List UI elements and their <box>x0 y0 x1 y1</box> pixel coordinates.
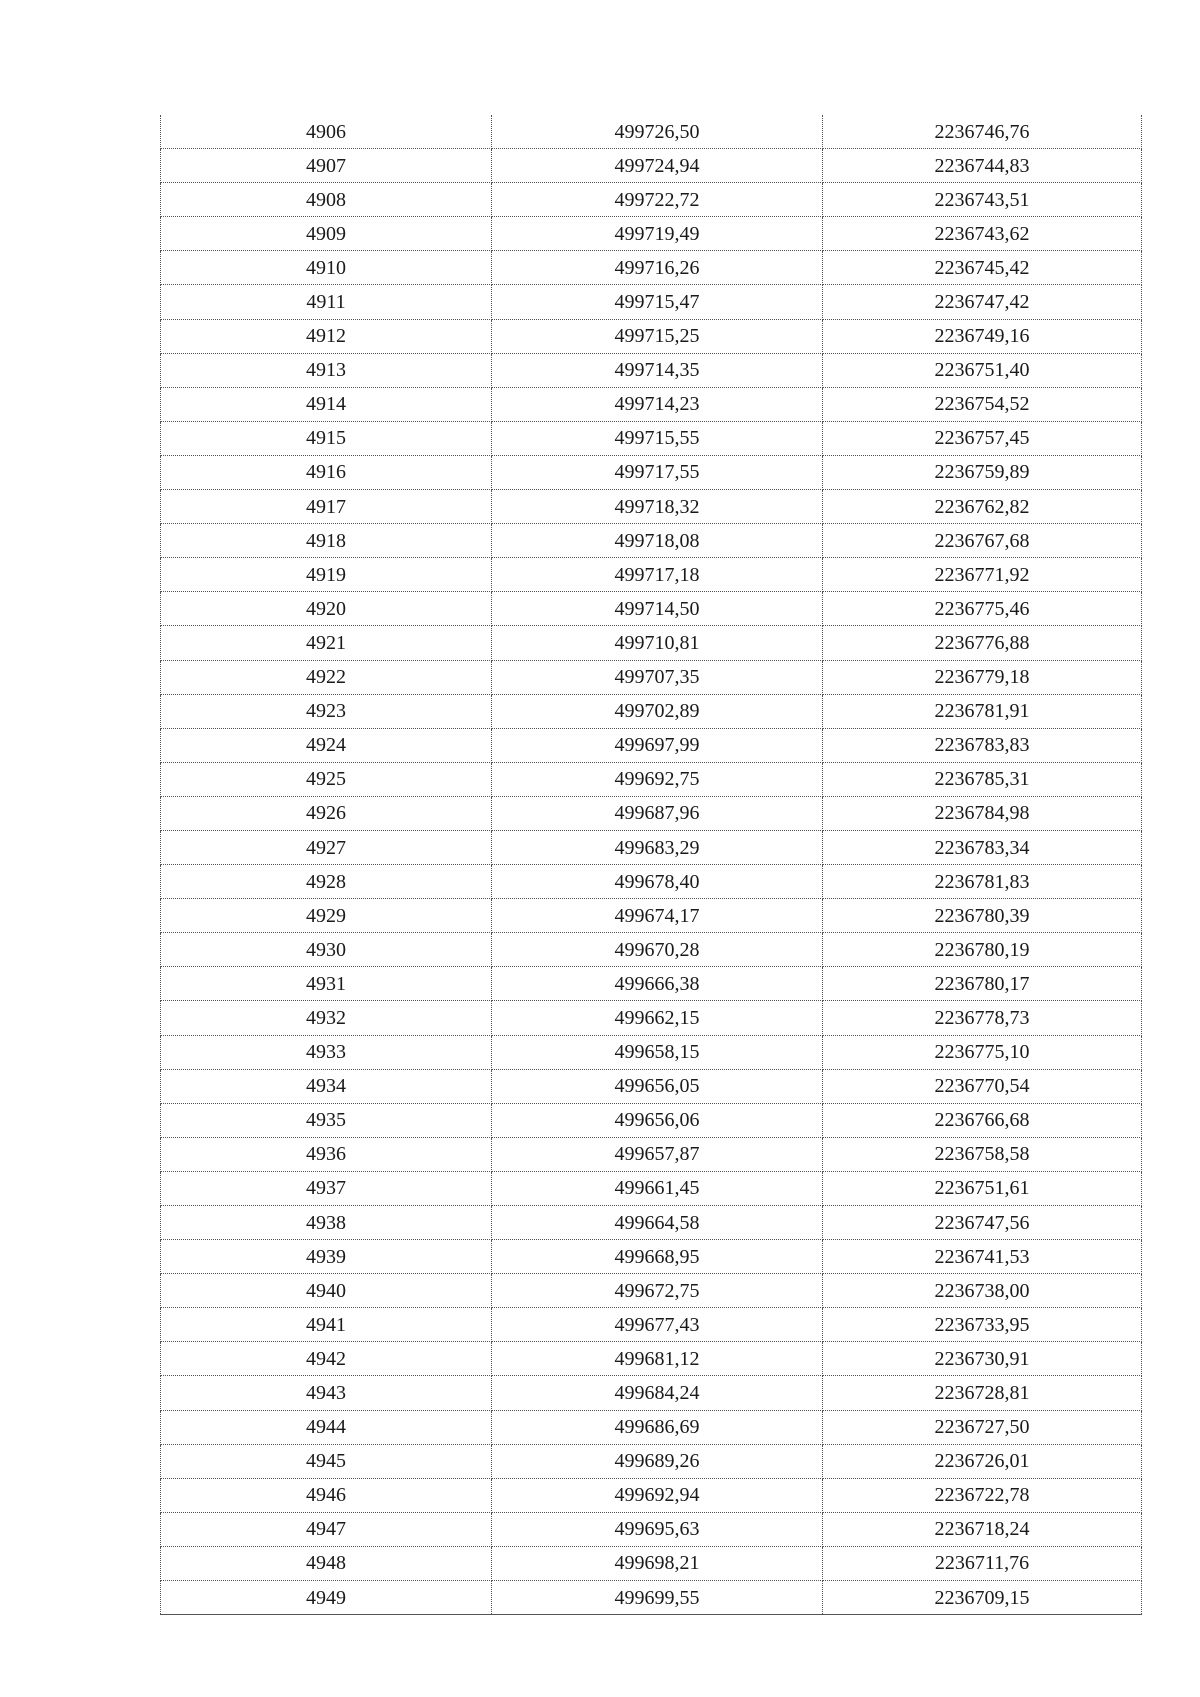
x-coordinate-cell: 499726,50 <box>492 115 823 149</box>
y-coordinate-cell: 2236722,78 <box>823 1478 1142 1512</box>
x-coordinate-cell: 499678,40 <box>492 865 823 899</box>
table-row <box>161 762 1142 796</box>
y-coordinate-cell: 2236783,83 <box>823 728 1142 762</box>
table-row <box>161 353 1142 387</box>
y-coordinate-cell: 2236711,76 <box>823 1546 1142 1580</box>
point-number-cell: 4929 <box>161 899 492 933</box>
y-coordinate-cell: 2236747,56 <box>823 1206 1142 1240</box>
table-row <box>161 285 1142 319</box>
x-coordinate-cell: 499656,06 <box>492 1103 823 1137</box>
y-coordinate-cell: 2236751,61 <box>823 1171 1142 1205</box>
point-number-cell: 4912 <box>161 319 492 353</box>
x-coordinate-cell: 499716,26 <box>492 251 823 285</box>
y-coordinate-cell: 2236775,46 <box>823 592 1142 626</box>
table-row <box>161 796 1142 830</box>
point-number-cell: 4933 <box>161 1035 492 1069</box>
table-row <box>161 592 1142 626</box>
table-row <box>161 626 1142 660</box>
table-row <box>161 1206 1142 1240</box>
table-row <box>161 387 1142 421</box>
y-coordinate-cell: 2236726,01 <box>823 1444 1142 1478</box>
x-coordinate-cell: 499666,38 <box>492 967 823 1001</box>
y-coordinate-cell: 2236779,18 <box>823 660 1142 694</box>
table-row <box>161 1035 1142 1069</box>
point-number-cell: 4928 <box>161 865 492 899</box>
x-coordinate-cell: 499714,50 <box>492 592 823 626</box>
x-coordinate-cell: 499722,72 <box>492 183 823 217</box>
table-row <box>161 558 1142 592</box>
point-number-cell: 4939 <box>161 1240 492 1274</box>
x-coordinate-cell: 499683,29 <box>492 830 823 864</box>
point-number-cell: 4932 <box>161 1001 492 1035</box>
y-coordinate-cell: 2236781,91 <box>823 694 1142 728</box>
x-coordinate-cell: 499715,25 <box>492 319 823 353</box>
point-number-cell: 4915 <box>161 421 492 455</box>
table-row <box>161 1512 1142 1546</box>
x-coordinate-cell: 499657,87 <box>492 1137 823 1171</box>
y-coordinate-cell: 2236775,10 <box>823 1035 1142 1069</box>
table-row <box>161 1376 1142 1410</box>
point-number-cell: 4942 <box>161 1342 492 1376</box>
point-number-cell: 4949 <box>161 1581 492 1615</box>
y-coordinate-cell: 2236780,17 <box>823 967 1142 1001</box>
x-coordinate-cell: 499664,58 <box>492 1206 823 1240</box>
y-coordinate-cell: 2236771,92 <box>823 558 1142 592</box>
point-number-cell: 4921 <box>161 626 492 660</box>
point-number-cell: 4922 <box>161 660 492 694</box>
point-number-cell: 4916 <box>161 455 492 489</box>
y-coordinate-cell: 2236730,91 <box>823 1342 1142 1376</box>
table-row <box>161 455 1142 489</box>
table-row <box>161 1001 1142 1035</box>
y-coordinate-cell: 2236754,52 <box>823 387 1142 421</box>
y-coordinate-cell: 2236770,54 <box>823 1069 1142 1103</box>
y-coordinate-cell: 2236780,19 <box>823 933 1142 967</box>
table-row <box>161 1274 1142 1308</box>
table-row <box>161 1103 1142 1137</box>
point-number-cell: 4924 <box>161 728 492 762</box>
y-coordinate-cell: 2236767,68 <box>823 524 1142 558</box>
y-coordinate-cell: 2236718,24 <box>823 1512 1142 1546</box>
y-coordinate-cell: 2236749,16 <box>823 319 1142 353</box>
point-number-cell: 4911 <box>161 285 492 319</box>
point-number-cell: 4930 <box>161 933 492 967</box>
point-number-cell: 4909 <box>161 217 492 251</box>
x-coordinate-cell: 499698,21 <box>492 1546 823 1580</box>
x-coordinate-cell: 499717,55 <box>492 455 823 489</box>
x-coordinate-cell: 499689,26 <box>492 1444 823 1478</box>
x-coordinate-cell: 499661,45 <box>492 1171 823 1205</box>
table-row <box>161 899 1142 933</box>
table-row <box>161 865 1142 899</box>
table-row <box>161 490 1142 524</box>
point-number-cell: 4943 <box>161 1376 492 1410</box>
point-number-cell: 4947 <box>161 1512 492 1546</box>
x-coordinate-cell: 499715,55 <box>492 421 823 455</box>
x-coordinate-cell: 499662,15 <box>492 1001 823 1035</box>
point-number-cell: 4914 <box>161 387 492 421</box>
table-row <box>161 1444 1142 1478</box>
x-coordinate-cell: 499710,81 <box>492 626 823 660</box>
x-coordinate-cell: 499658,15 <box>492 1035 823 1069</box>
point-number-cell: 4938 <box>161 1206 492 1240</box>
x-coordinate-cell: 499715,47 <box>492 285 823 319</box>
y-coordinate-cell: 2236745,42 <box>823 251 1142 285</box>
table-row <box>161 319 1142 353</box>
x-coordinate-cell: 499656,05 <box>492 1069 823 1103</box>
x-coordinate-cell: 499686,69 <box>492 1410 823 1444</box>
table-row <box>161 421 1142 455</box>
table-row <box>161 1581 1142 1615</box>
point-number-cell: 4918 <box>161 524 492 558</box>
y-coordinate-cell: 2236741,53 <box>823 1240 1142 1274</box>
y-coordinate-cell: 2236776,88 <box>823 626 1142 660</box>
table-row <box>161 1308 1142 1342</box>
x-coordinate-cell: 499692,94 <box>492 1478 823 1512</box>
table-row <box>161 1069 1142 1103</box>
x-coordinate-cell: 499687,96 <box>492 796 823 830</box>
table-row <box>161 1410 1142 1444</box>
y-coordinate-cell: 2236784,98 <box>823 796 1142 830</box>
y-coordinate-cell: 2236759,89 <box>823 455 1142 489</box>
point-number-cell: 4908 <box>161 183 492 217</box>
y-coordinate-cell: 2236733,95 <box>823 1308 1142 1342</box>
point-number-cell: 4910 <box>161 251 492 285</box>
point-number-cell: 4948 <box>161 1546 492 1580</box>
point-number-cell: 4926 <box>161 796 492 830</box>
y-coordinate-cell: 2236743,51 <box>823 183 1142 217</box>
x-coordinate-cell: 499684,24 <box>492 1376 823 1410</box>
table-row <box>161 1171 1142 1205</box>
y-coordinate-cell: 2236751,40 <box>823 353 1142 387</box>
y-coordinate-cell: 2236757,45 <box>823 421 1142 455</box>
table-row <box>161 1478 1142 1512</box>
point-number-cell: 4936 <box>161 1137 492 1171</box>
point-number-cell: 4941 <box>161 1308 492 1342</box>
x-coordinate-cell: 499714,23 <box>492 387 823 421</box>
x-coordinate-cell: 499692,75 <box>492 762 823 796</box>
table-row <box>161 251 1142 285</box>
table-row <box>161 967 1142 1001</box>
x-coordinate-cell: 499699,55 <box>492 1581 823 1615</box>
x-coordinate-cell: 499670,28 <box>492 933 823 967</box>
table-row <box>161 183 1142 217</box>
table-row <box>161 933 1142 967</box>
point-number-cell: 4906 <box>161 115 492 149</box>
x-coordinate-cell: 499724,94 <box>492 149 823 183</box>
y-coordinate-cell: 2236747,42 <box>823 285 1142 319</box>
point-number-cell: 4907 <box>161 149 492 183</box>
y-coordinate-cell: 2236744,83 <box>823 149 1142 183</box>
x-coordinate-cell: 499697,99 <box>492 728 823 762</box>
y-coordinate-cell: 2236709,15 <box>823 1581 1142 1615</box>
y-coordinate-cell: 2236758,58 <box>823 1137 1142 1171</box>
point-number-cell: 4944 <box>161 1410 492 1444</box>
x-coordinate-cell: 499702,89 <box>492 694 823 728</box>
table-row <box>161 1137 1142 1171</box>
y-coordinate-cell: 2236743,62 <box>823 217 1142 251</box>
point-number-cell: 4940 <box>161 1274 492 1308</box>
y-coordinate-cell: 2236778,73 <box>823 1001 1142 1035</box>
point-number-cell: 4920 <box>161 592 492 626</box>
table-row <box>161 1546 1142 1580</box>
table-row <box>161 728 1142 762</box>
y-coordinate-cell: 2236746,76 <box>823 115 1142 149</box>
x-coordinate-cell: 499674,17 <box>492 899 823 933</box>
y-coordinate-cell: 2236783,34 <box>823 830 1142 864</box>
y-coordinate-cell: 2236781,83 <box>823 865 1142 899</box>
x-coordinate-cell: 499717,18 <box>492 558 823 592</box>
table-row <box>161 1342 1142 1376</box>
y-coordinate-cell: 2236727,50 <box>823 1410 1142 1444</box>
x-coordinate-cell: 499668,95 <box>492 1240 823 1274</box>
x-coordinate-cell: 499714,35 <box>492 353 823 387</box>
point-number-cell: 4931 <box>161 967 492 1001</box>
y-coordinate-cell: 2236738,00 <box>823 1274 1142 1308</box>
y-coordinate-cell: 2236762,82 <box>823 490 1142 524</box>
x-coordinate-cell: 499719,49 <box>492 217 823 251</box>
point-number-cell: 4917 <box>161 490 492 524</box>
point-number-cell: 4945 <box>161 1444 492 1478</box>
x-coordinate-cell: 499695,63 <box>492 1512 823 1546</box>
point-number-cell: 4925 <box>161 762 492 796</box>
table-row <box>161 830 1142 864</box>
table-row <box>161 217 1142 251</box>
point-number-cell: 4935 <box>161 1103 492 1137</box>
table-row <box>161 694 1142 728</box>
x-coordinate-cell: 499707,35 <box>492 660 823 694</box>
y-coordinate-cell: 2236780,39 <box>823 899 1142 933</box>
table-row <box>161 660 1142 694</box>
x-coordinate-cell: 499681,12 <box>492 1342 823 1376</box>
y-coordinate-cell: 2236785,31 <box>823 762 1142 796</box>
table-row <box>161 1240 1142 1274</box>
y-coordinate-cell: 2236766,68 <box>823 1103 1142 1137</box>
x-coordinate-cell: 499718,08 <box>492 524 823 558</box>
table-row <box>161 115 1142 149</box>
y-coordinate-cell: 2236728,81 <box>823 1376 1142 1410</box>
table-row <box>161 149 1142 183</box>
coordinates-table-body <box>161 115 1142 1615</box>
point-number-cell: 4913 <box>161 353 492 387</box>
point-number-cell: 4934 <box>161 1069 492 1103</box>
point-number-cell: 4937 <box>161 1171 492 1205</box>
point-number-cell: 4923 <box>161 694 492 728</box>
point-number-cell: 4919 <box>161 558 492 592</box>
x-coordinate-cell: 499677,43 <box>492 1308 823 1342</box>
x-coordinate-cell: 499672,75 <box>492 1274 823 1308</box>
x-coordinate-cell: 499718,32 <box>492 490 823 524</box>
point-number-cell: 4946 <box>161 1478 492 1512</box>
coordinates-table <box>160 115 1142 1615</box>
point-number-cell: 4927 <box>161 830 492 864</box>
table-row <box>161 524 1142 558</box>
